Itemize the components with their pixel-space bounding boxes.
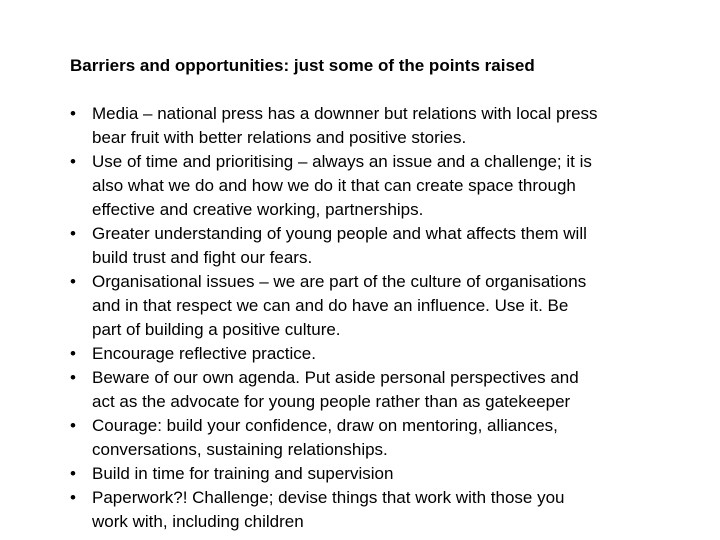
- bullet-item: [70, 414, 710, 462]
- bullet-icon: •: [70, 488, 76, 507]
- bullet-item: [70, 462, 710, 486]
- bullet-list: [70, 102, 710, 534]
- bullet-item: [70, 270, 710, 342]
- bullet-icon: •: [70, 272, 76, 291]
- bullet-text: Organisational issues – we are part of the culture of organisations and in that respect we can and do have an influence. Use it. Be part of building a positive culture.: [92, 272, 587, 339]
- bullet-item: [70, 366, 710, 414]
- bullet-text: Paperwork?! Challenge; devise things that work with those you work with, including children: [92, 488, 565, 531]
- bullet-item: [70, 486, 710, 534]
- bullet-text: Beware of our own agenda. Put aside personal perspectives and act as the advocate for young people rather than as gatekeeper: [92, 368, 579, 411]
- bullet-text: Encourage reflective practice.: [92, 344, 316, 363]
- bullet-item: [70, 150, 710, 222]
- bullet-icon: •: [70, 344, 76, 363]
- bullet-text: Courage: build your confidence, draw on mentoring, alliances, conversations, sustaining relationships.: [92, 416, 558, 459]
- bullet-icon: •: [70, 464, 76, 483]
- bullet-icon: •: [70, 416, 76, 435]
- bullet-icon: •: [70, 152, 76, 171]
- bullet-icon: •: [70, 224, 76, 243]
- bullet-item: [70, 222, 710, 270]
- slide-title: Barriers and opportunities: just some of the points raised: [70, 56, 535, 75]
- bullet-text: Use of time and prioritising – always an issue and a challenge; it is also what we do and how we do it that can create space through effective and creative working, partnerships.: [92, 152, 592, 219]
- bullet-text: Build in time for training and supervision: [92, 464, 394, 483]
- bullet-icon: •: [70, 368, 76, 387]
- bullet-item: [70, 342, 710, 366]
- bullet-text: Greater understanding of young people and what affects them will build trust and fight our fears.: [92, 224, 587, 267]
- bullet-icon: •: [70, 104, 76, 123]
- bullet-text: Media – national press has a downner but relations with local press bear fruit with better relations and positive stories.: [92, 104, 598, 147]
- bullet-item: [70, 102, 710, 150]
